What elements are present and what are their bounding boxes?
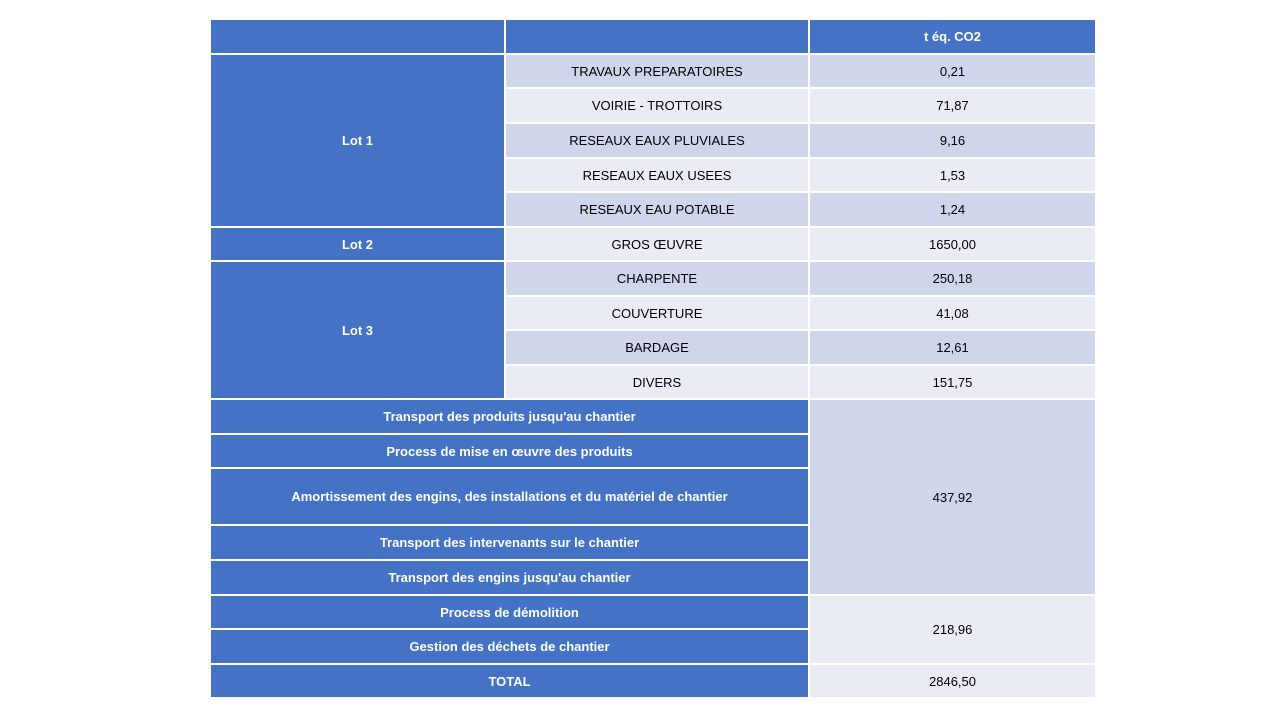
- item-name: RESEAUX EAUX PLUVIALES: [505, 123, 809, 158]
- chantier-item: Transport des produits jusqu'au chantier: [210, 399, 809, 434]
- table-row: [210, 595, 1096, 629]
- item-value: 1,24: [809, 192, 1096, 227]
- item-name: RESEAUX EAU POTABLE: [505, 192, 809, 227]
- demolition-item: Gestion des déchets de chantier: [210, 629, 809, 664]
- item-name: VOIRIE - TROTTOIRS: [505, 88, 809, 123]
- header-unit-cell: t éq. CO2: [809, 19, 1096, 54]
- item-name: GROS ŒUVRE: [505, 227, 809, 261]
- chantier-item: Process de mise en œuvre des produits: [210, 434, 809, 468]
- chantier-item: Transport des intervenants sur le chantier: [210, 525, 809, 560]
- item-value: 1,53: [809, 158, 1096, 192]
- item-name: COUVERTURE: [505, 296, 809, 330]
- demolition-item: Process de démolition: [210, 595, 809, 629]
- item-value: 151,75: [809, 365, 1096, 399]
- item-name: DIVERS: [505, 365, 809, 399]
- total-label: TOTAL: [210, 664, 809, 698]
- item-name: RESEAUX EAUX USEES: [505, 158, 809, 192]
- demolition-value: 218,96: [809, 595, 1096, 664]
- chantier-value: 437,92: [809, 399, 1096, 595]
- header-row: [210, 19, 1096, 54]
- item-value: 250,18: [809, 261, 1096, 296]
- total-row: [210, 664, 1096, 698]
- table-row: [210, 399, 1096, 434]
- item-name: TRAVAUX PREPARATOIRES: [505, 54, 809, 88]
- item-name: CHARPENTE: [505, 261, 809, 296]
- item-value: 71,87: [809, 88, 1096, 123]
- item-name: BARDAGE: [505, 330, 809, 365]
- item-value: 1650,00: [809, 227, 1096, 261]
- table-row: [210, 261, 1096, 296]
- table-row: [210, 227, 1096, 261]
- item-value: 12,61: [809, 330, 1096, 365]
- total-value: 2846,50: [809, 664, 1096, 698]
- header-blank-cell: [505, 19, 809, 54]
- chantier-item: Amortissement des engins, des installations et du matériel de chantier: [210, 468, 809, 525]
- chantier-item: Transport des engins jusqu'au chantier: [210, 560, 809, 595]
- lot-label: Lot 2: [210, 227, 505, 261]
- item-value: 9,16: [809, 123, 1096, 158]
- lot-label: Lot 3: [210, 261, 505, 399]
- item-value: 0,21: [809, 54, 1096, 88]
- header-blank-cell: [210, 19, 505, 54]
- lot-label: Lot 1: [210, 54, 505, 227]
- item-value: 41,08: [809, 296, 1096, 330]
- table-row: [210, 54, 1096, 88]
- co2-emissions-table: [209, 18, 1097, 699]
